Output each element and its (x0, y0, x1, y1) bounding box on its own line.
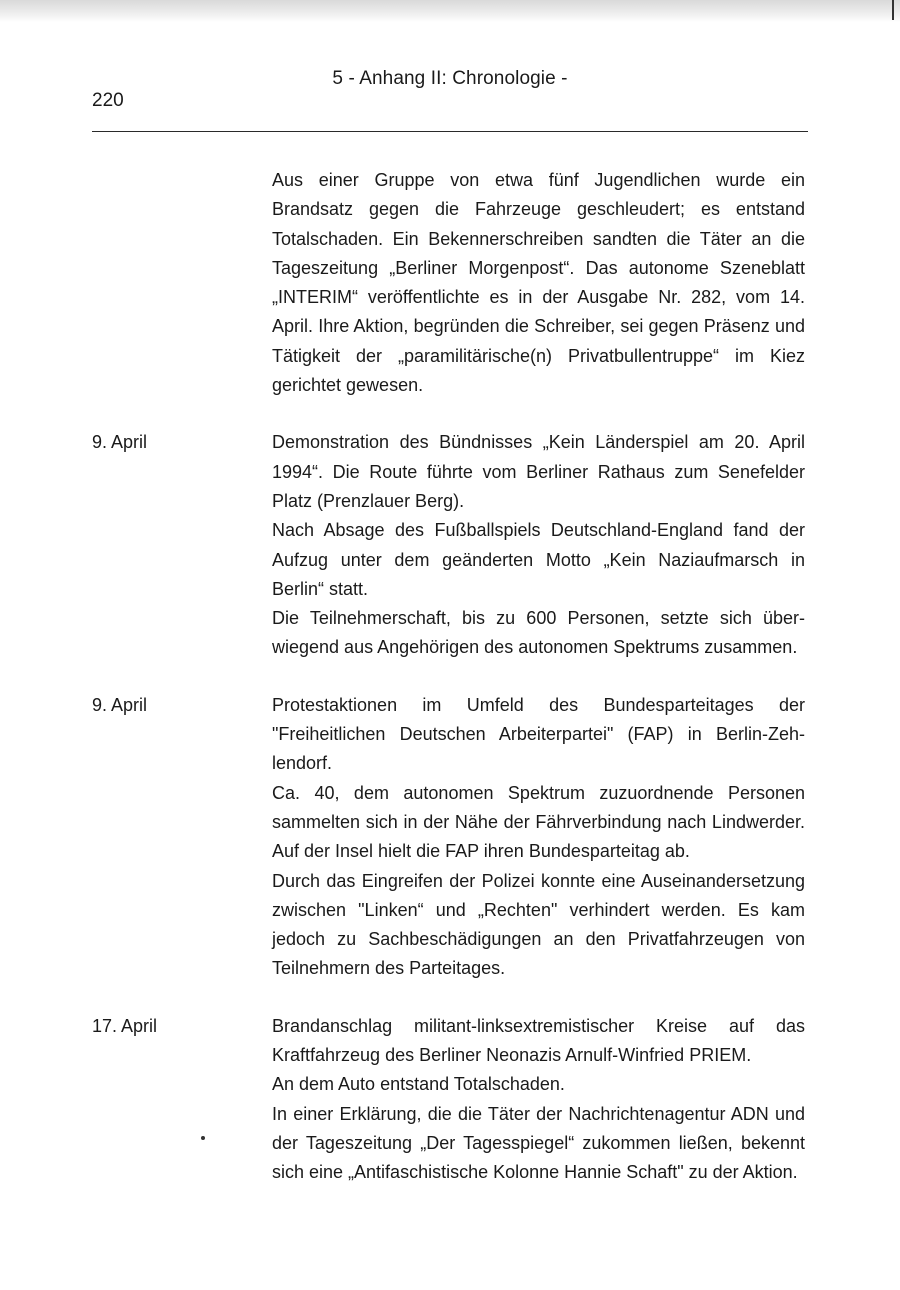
page-number: 220 (92, 90, 124, 111)
entry-body (272, 691, 805, 984)
scan-edge-mark (892, 0, 894, 20)
chronology-entries (0, 166, 900, 1216)
running-title: 5 - Anhang II: Chronologie - (332, 68, 568, 89)
entry-paragraph: Protestaktionen im Umfeld des Bundesparteitages der "Freiheitlichen Deutschen Arbeiterpartei" (FAP) in Berlin-Zehlendorf. (272, 694, 805, 774)
entry-date: 9. April (92, 432, 148, 453)
entry-paragraph: Die Teilnehmerschaft, bis zu 600 Personen, setzte sich überwiegend aus Angehörigen des autonomen Spektrums zusammen. (272, 608, 805, 658)
chronology-entry (0, 428, 900, 662)
entry-date: 9. April (92, 694, 148, 715)
scan-speck (201, 1136, 205, 1140)
chronology-entry (0, 166, 900, 400)
chronology-entry (0, 691, 900, 984)
scan-edge-shadow (0, 0, 900, 22)
entry-paragraph: Nach Absage des Fußballspiels Deutschland-England fand der Aufzug unter dem geänderten Motto „Kein Naziaufmarsch in Berlin“ statt. (272, 520, 805, 599)
entry-paragraph: Demonstration des Bündnisses „Kein Länderspiel am 20. April 1994“. Die Route führte vom Berliner Rathaus zum Senefelder Platz (Prenzlauer Berg). (272, 432, 805, 511)
entry-paragraph: Ca. 40, dem autonomen Spektrum zuzuordnende Personen sammelten sich in der Nähe der Fährverbindung nach Lindwerder. Auf der Insel hielt die FAP ihren Bundesparteitag ab. (272, 782, 805, 862)
header-divider (92, 131, 808, 132)
entry-date: 17. April (92, 1015, 158, 1036)
entry-paragraph: An dem Auto entstand Totalschaden. (272, 1074, 565, 1095)
entry-body (272, 428, 805, 662)
entry-paragraph: In einer Erklärung, die die Täter der Nachrichtenagentur ADN und der Tageszeitung „Der Tagesspiegel“ zukommen ließen, bekennt sich eine „Antifaschistische Kolonne Hannie Schaft" zu der Aktion. (272, 1103, 805, 1183)
entry-paragraph: Brandanschlag militant-linksextremistischer Kreise auf das Kraftfahrzeug des Berliner Neonazis Arnulf-Winfried PRIEM. (272, 1015, 805, 1066)
entry-body (272, 1012, 805, 1188)
entry-paragraph: Durch das Eingreifen der Polizei konnte eine Auseinandersetzung zwischen "Linken“ und „Rechten" verhindert werden. Es kam jedoch zu Sachbeschädigungen an den Privatfahrzeugen von Teilnehmern des Parteitages. (272, 870, 805, 979)
entry-body (272, 166, 805, 400)
chronology-entry (0, 1012, 900, 1188)
entry-paragraph: Aus einer Gruppe von etwa fünf Jugendlichen wurde ein Brandsatz gegen die Fahrzeuge geschleudert; es entstand Totalschaden. Ein Bekennerschreiben sandten die Täter an die Tageszeitung „Berliner Morgenpost“. Das autonome Szeneblatt „INTERIM“ veröffentlichte es in der Ausgabe Nr. 282, vom 14. April. Ihre Aktion, begründen die Schreiber, sei gegen Präsenz und Tätigkeit der „paramilitärische(n) Privatbullentruppe“ im Kiez gerichtet gewesen. (272, 170, 805, 396)
